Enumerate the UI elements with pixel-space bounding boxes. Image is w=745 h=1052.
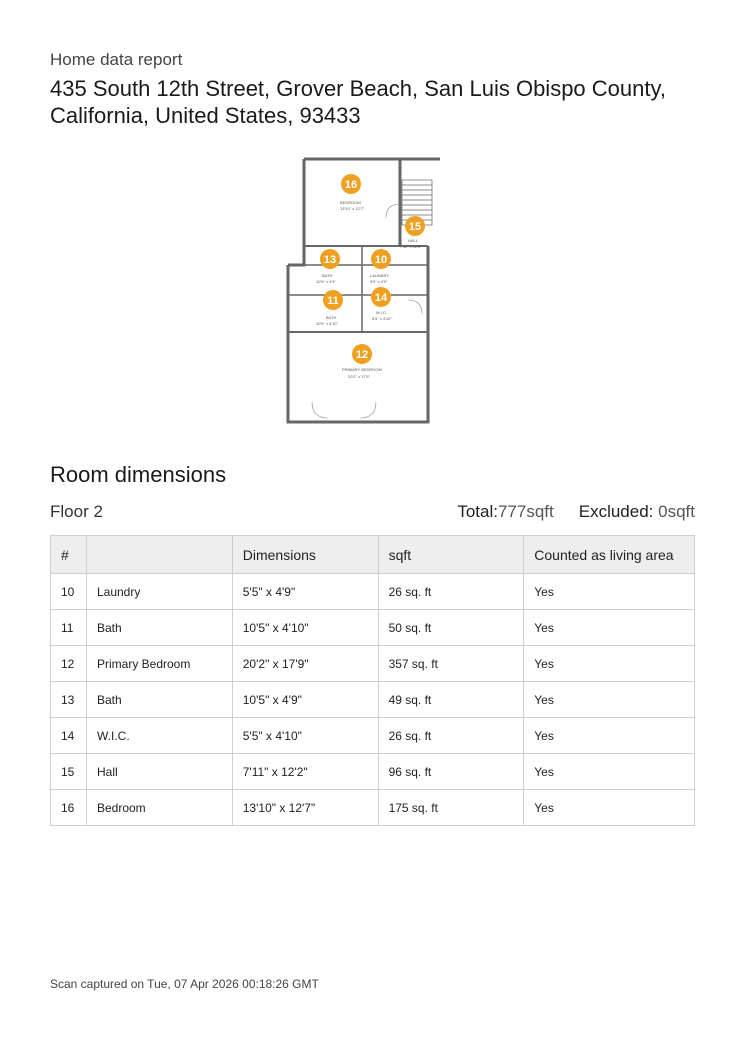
floor-plan [280,150,440,428]
cell-dimensions: 5'5" x 4'9" [232,574,378,610]
cell-living-area: Yes [524,610,695,646]
table-row [51,790,695,826]
table-row [51,646,695,682]
room-dims-laundry: 5'5" x 4'9" [370,279,388,284]
cell-sqft: 26 sq. ft [378,718,524,754]
cell-living-area: Yes [524,646,695,682]
svg-text:14: 14 [374,292,388,304]
floor-label: Floor 2 [50,502,103,521]
col-header-sqft: sqft [378,536,524,574]
cell-sqft: 357 sq. ft [378,646,524,682]
cell-living-area: Yes [524,682,695,718]
svg-text:16: 16 [344,179,358,191]
cell-room: Hall [86,754,232,790]
svg-text:13: 13 [323,254,337,266]
col-header-number: # [51,536,87,574]
table-row [51,610,695,646]
cell-number: 13 [51,682,87,718]
room-badge-15 [405,216,425,236]
svg-text:12: 12 [355,349,369,361]
room-label-primary: PRIMARY BEDROOM [342,367,382,372]
excluded-value: 0sqft [658,502,695,521]
cell-number: 12 [51,646,87,682]
room-badge-10 [371,249,391,269]
cell-living-area: Yes [524,790,695,826]
excluded-label: Excluded: [578,502,654,521]
table-row [51,682,695,718]
room-dims-bath-13: 10'5" x 4'9" [316,279,336,284]
cell-sqft: 50 sq. ft [378,610,524,646]
cell-sqft: 26 sq. ft [378,574,524,610]
cell-living-area: Yes [524,754,695,790]
cell-dimensions: 20'2" x 17'9" [232,646,378,682]
col-header-room [86,536,232,574]
room-label-laundry: LAUNDRY [370,273,390,278]
total-label: Total: [457,502,498,521]
cell-dimensions: 5'5" x 4'10" [232,718,378,754]
room-dims-bedroom: 13'10" x 12'7" [340,206,365,211]
floor-plan-walls [288,159,440,422]
svg-text:15: 15 [408,221,422,233]
room-label-wic: W.I.C. [376,310,387,315]
col-header-dimensions: Dimensions [232,536,378,574]
svg-text:10: 10 [374,254,388,266]
cell-sqft: 96 sq. ft [378,754,524,790]
cell-dimensions: 7'11" x 12'2" [232,754,378,790]
svg-text:11: 11 [327,295,339,307]
room-label-bath-11: BATH [326,315,337,320]
room-label-hall: HALL [408,238,419,243]
table-row [51,718,695,754]
room-badge-12 [352,344,372,364]
cell-number: 15 [51,754,87,790]
room-badge-14 [371,287,391,307]
col-header-living-area: Counted as living area [524,536,695,574]
cell-room: Primary Bedroom [86,646,232,682]
cell-number: 11 [51,610,87,646]
cell-room: Laundry [86,574,232,610]
table-row [51,754,695,790]
cell-room: Bedroom [86,790,232,826]
room-label-bath-13: BATH [322,273,333,278]
cell-room: W.I.C. [86,718,232,754]
report-kicker: Home data report [50,50,183,69]
room-label-bedroom: BEDROOM [340,200,361,205]
scan-timestamp: Scan captured on Tue, 07 Apr 2026 00:18:26 GMT [50,977,319,991]
cell-room: Bath [86,610,232,646]
cell-sqft: 175 sq. ft [378,790,524,826]
cell-dimensions: 10'5" x 4'10" [232,610,378,646]
table-header-row [51,536,695,574]
room-dims-primary: 20'2" x 17'9" [348,374,370,379]
room-dimensions-table [50,535,695,826]
room-badge-13 [320,249,340,269]
room-dims-hall: 7'11" x 12'2" [400,244,422,249]
cell-dimensions: 13'10" x 12'7" [232,790,378,826]
table-row [51,574,695,610]
cell-living-area: Yes [524,718,695,754]
cell-number: 16 [51,790,87,826]
cell-number: 10 [51,574,87,610]
cell-number: 14 [51,718,87,754]
property-address: 435 South 12th Street, Grover Beach, San Luis Obispo County, California, United States, 93433 [50,76,666,128]
section-title: Room dimensions [50,462,227,487]
room-badge-11 [323,290,343,310]
cell-sqft: 49 sq. ft [378,682,524,718]
room-dims-bath-11: 10'5" x 4'10" [316,321,338,326]
cell-living-area: Yes [524,574,695,610]
area-totals [457,502,695,522]
room-badge-16 [341,174,361,194]
room-dims-wic: 5'5" x 4'10" [372,316,392,321]
total-value: 777sqft [497,502,554,521]
cell-room: Bath [86,682,232,718]
cell-dimensions: 10'5" x 4'9" [232,682,378,718]
doors [312,204,422,418]
